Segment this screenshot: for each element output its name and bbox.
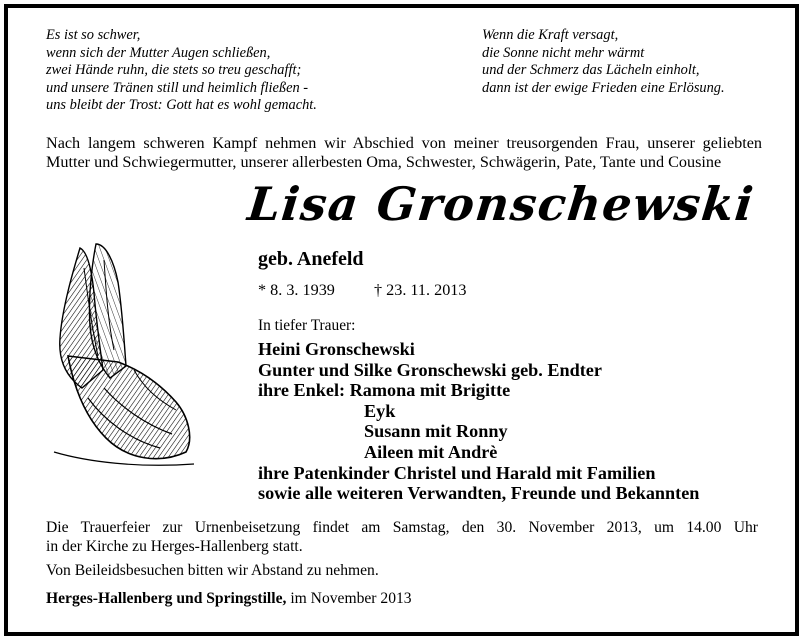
poem-left (46, 27, 317, 115)
mourner-line: Eyk (364, 400, 396, 421)
poem-line: uns bleibt der Trost: Gott hat es wohl gemacht. (46, 97, 317, 114)
intro-text (46, 134, 762, 172)
maiden-name: geb. Anefeld (258, 248, 364, 270)
birth-date: * 8. 3. 1939 (258, 281, 335, 299)
service-line: Die Trauerfeier zur Urnenbeisetzung findet am Samstag, den 30. November 2013, um 14.00 Uhr (46, 519, 758, 536)
mourner-line: sowie alle weiteren Verwandten, Freunde und Bekannten (258, 483, 700, 504)
mourning-label: In tiefer Trauer: (258, 317, 356, 334)
service-line: in der Kirche zu Herges-Hallenberg statt. (46, 538, 303, 555)
poem-line: zwei Hände ruhn, die stets so treu geschafft; (46, 62, 302, 79)
signoff-date: im November 2013 (286, 590, 412, 607)
signoff (46, 590, 412, 608)
poem-line: dann ist der ewige Frieden eine Erlösung. (482, 79, 725, 96)
intro-line: Mutter und Schwiegermutter, unserer allerbesten Oma, Schwester, Schwägerin, Pate, Tante und Cousine (46, 153, 722, 171)
death-date: † 23. 11. 2013 (374, 281, 467, 299)
poem-line: Wenn die Kraft versagt, (482, 27, 619, 43)
condolence-note: Von Beileidsbesuchen bitten wir Abstand zu nehmen. (46, 562, 379, 579)
praying-hands-illustration (48, 238, 198, 470)
mourner-line: Susann mit Ronny (364, 421, 508, 442)
mourner-line: ihre Enkel: Ramona mit Brigitte (258, 380, 511, 401)
mourner-line: Gunter und Silke Gronschewski geb. Endter (258, 359, 602, 380)
poem-right (482, 27, 725, 97)
poem-line: und der Schmerz das Lächeln einholt, (482, 62, 700, 79)
mourners-list (258, 339, 699, 504)
poem-line: die Sonne nicht mehr wärmt (482, 44, 645, 61)
poem-line: Es ist so schwer, (46, 27, 141, 43)
signoff-places: Herges-Hallenberg und Springstille, (46, 590, 287, 607)
intro-line: Nach langem schweren Kampf nehmen wir Abschied von meiner treusorgenden Frau, unserer geliebten (46, 134, 762, 152)
poem-line: und unsere Tränen still und heimlich fließen - (46, 79, 309, 96)
mourner-line: Aileen mit Andrè (364, 441, 498, 462)
obituary-notice (4, 4, 799, 636)
mourner-line: Heini Gronschewski (258, 339, 415, 359)
service-info (46, 518, 758, 556)
mourner-line: ihre Patenkinder Christel und Harald mit Familien (258, 462, 656, 483)
deceased-name: Lisa Gronschewski (245, 177, 757, 231)
poem-line: wenn sich der Mutter Augen schließen, (46, 44, 271, 61)
